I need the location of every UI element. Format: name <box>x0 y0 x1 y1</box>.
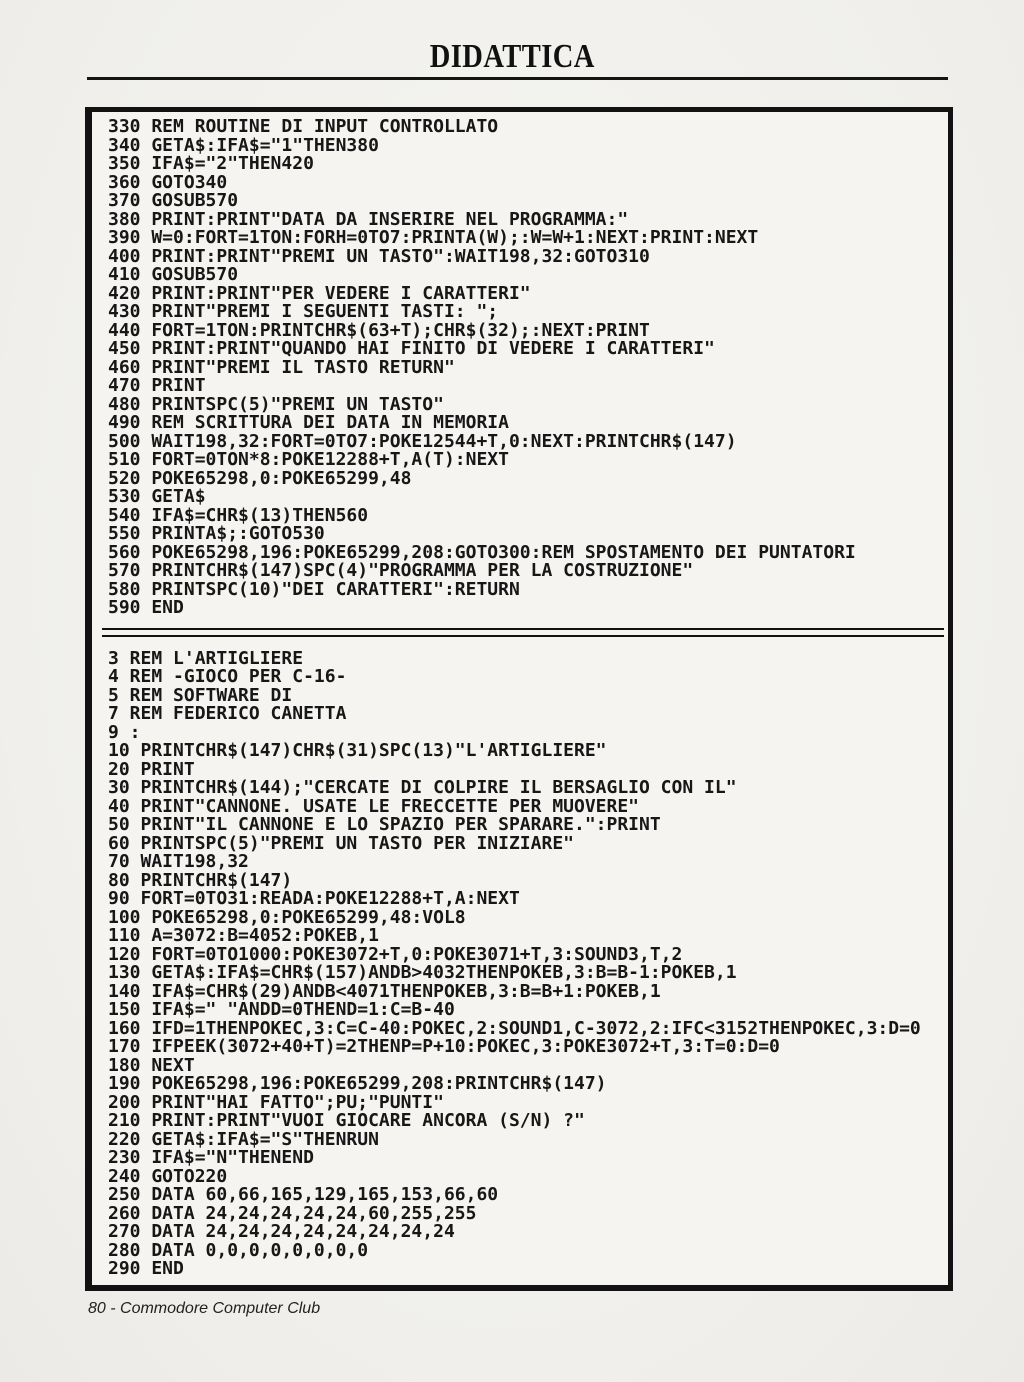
code-line: 120 FORT=0TO1000:POKE3072+T,0:POKE3071+T,3:SOUND3,T,2 <box>108 945 683 964</box>
code-line: 330 REM ROUTINE DI INPUT CONTROLLATO <box>108 118 499 137</box>
code-line: 60 PRINTSPC(5)"PREMI UN TASTO PER INIZIARE" <box>108 834 574 853</box>
code-line: 260 DATA 24,24,24,24,24,60,255,255 <box>108 1204 477 1223</box>
code-line: 530 GETA$ <box>108 488 206 507</box>
code-line: 150 IFA$=" "ANDD=0THEND=1:C=B-40 <box>108 1001 455 1020</box>
code-line: 510 FORT=0TON*8:POKE12288+T,A(T):NEXT <box>108 451 509 470</box>
code-line: 500 WAIT198,32:FORT=0TO7:POKE12544+T,0:NEXT:PRINTCHR$(147) <box>108 432 737 451</box>
code-line: 370 GOSUB570 <box>108 192 239 211</box>
code-line: 520 POKE65298,0:POKE65299,48 <box>108 469 412 488</box>
code-line: 550 PRINTA$;:GOTO530 <box>108 525 325 544</box>
code-line: 240 GOTO220 <box>108 1167 228 1186</box>
code-line: 170 IFPEEK(3072+40+T)=2THENP=P+10:POKEC,3:POKE3072+T,3:T=0:D=0 <box>108 1038 780 1057</box>
code-line: 5 REM SOFTWARE DI <box>108 686 293 705</box>
page-header <box>0 38 1024 76</box>
code-line: 590 END <box>108 599 184 618</box>
code-line: 430 PRINT"PREMI I SEGUENTI TASTI: "; <box>108 303 499 322</box>
code-line: 570 PRINTCHR$(147)SPC(4)"PROGRAMMA PER LA COSTRUZIONE" <box>108 562 694 581</box>
code-line: 180 NEXT <box>108 1056 195 1075</box>
code-line: 210 PRINT:PRINT"VUOI GIOCARE ANCORA (S/N) ?" <box>108 1112 585 1131</box>
code-line: 250 DATA 60,66,165,129,165,153,66,60 <box>108 1186 499 1205</box>
code-line: 7 REM FEDERICO CANETTA <box>108 705 347 724</box>
code-line: 540 IFA$=CHR$(13)THEN560 <box>108 506 369 525</box>
code-line: 20 PRINT <box>108 760 195 779</box>
code-line: 80 PRINTCHR$(147) <box>108 871 293 890</box>
code-line: 350 IFA$="2"THEN420 <box>108 155 314 174</box>
code-line: 90 FORT=0TO31:READA:POKE12288+T,A:NEXT <box>108 890 520 909</box>
listing-separator <box>102 628 944 637</box>
code-line: 440 FORT=1TON:PRINTCHR$(63+T);CHR$(32);:NEXT:PRINT <box>108 321 650 340</box>
code-line: 380 PRINT:PRINT"DATA DA INSERIRE NEL PROGRAMMA:" <box>108 210 629 229</box>
code-line: 460 PRINT"PREMI IL TASTO RETURN" <box>108 358 455 377</box>
code-listing-box <box>85 107 953 1291</box>
code-line: 470 PRINT <box>108 377 206 396</box>
code-line: 390 W=0:FORT=1TON:FORH=0TO7:PRINTA(W);:W=W+1:NEXT:PRINT:NEXT <box>108 229 759 248</box>
code-line: 410 GOSUB570 <box>108 266 239 285</box>
code-line: 450 PRINT:PRINT"QUANDO HAI FINITO DI VEDERE I CARATTERI" <box>108 340 715 359</box>
code-line: 200 PRINT"HAI FATTO";PU;"PUNTI" <box>108 1093 444 1112</box>
code-line: 160 IFD=1THENPOKEC,3:C=C-40:POKEC,2:SOUND1,C-3072,2:IFC<3152THENPOKEC,3:D=0 <box>108 1019 921 1038</box>
code-line: 270 DATA 24,24,24,24,24,24,24,24 <box>108 1223 455 1242</box>
code-line: 420 PRINT:PRINT"PER VEDERE I CARATTERI" <box>108 284 531 303</box>
code-line: 130 GETA$:IFA$=CHR$(157)ANDB>4032THENPOKEB,3:B=B-1:POKEB,1 <box>108 964 737 983</box>
code-line: 360 GOTO340 <box>108 173 228 192</box>
code-line: 9 : <box>108 723 141 742</box>
code-line: 100 POKE65298,0:POKE65299,48:VOL8 <box>108 908 466 927</box>
code-line: 4 REM -GIOCO PER C-16- <box>108 668 347 687</box>
code-line: 290 END <box>108 1260 184 1279</box>
code-line: 340 GETA$:IFA$="1"THEN380 <box>108 136 379 155</box>
code-line: 50 PRINT"IL CANNONE E LO SPAZIO PER SPARARE.":PRINT <box>108 816 661 835</box>
header-rule <box>87 77 948 80</box>
code-line: 10 PRINTCHR$(147)CHR$(31)SPC(13)"L'ARTIGLIERE" <box>108 742 607 761</box>
code-line: 280 DATA 0,0,0,0,0,0,0,0 <box>108 1241 369 1260</box>
code-line: 220 GETA$:IFA$="S"THENRUN <box>108 1130 379 1149</box>
code-line: 70 WAIT198,32 <box>108 853 249 872</box>
code-line: 490 REM SCRITTURA DEI DATA IN MEMORIA <box>108 414 509 433</box>
code-line: 560 POKE65298,196:POKE65299,208:GOTO300:REM SPOSTAMENTO DEI PUNTATORI <box>108 543 856 562</box>
code-listing-1 <box>108 118 946 618</box>
code-line: 480 PRINTSPC(5)"PREMI UN TASTO" <box>108 395 444 414</box>
page-title: DIDATTICA <box>429 38 595 75</box>
code-line: 140 IFA$=CHR$(29)ANDB<4071THENPOKEB,3:B=B+1:POKEB,1 <box>108 982 661 1001</box>
code-line: 110 A=3072:B=4052:POKEB,1 <box>108 927 379 946</box>
code-line: 230 IFA$="N"THENEND <box>108 1149 314 1168</box>
code-listing-2 <box>108 650 946 1279</box>
code-line: 40 PRINT"CANNONE. USATE LE FRECCETTE PER MUOVERE" <box>108 797 640 816</box>
code-line: 30 PRINTCHR$(144);"CERCATE DI COLPIRE IL BERSAGLIO CON IL" <box>108 779 737 798</box>
page-footer: 80 - Commodore Computer Club <box>88 1300 321 1317</box>
code-line: 3 REM L'ARTIGLIERE <box>108 649 304 668</box>
code-line: 190 POKE65298,196:POKE65299,208:PRINTCHR$(147) <box>108 1075 607 1094</box>
code-line: 400 PRINT:PRINT"PREMI UN TASTO":WAIT198,32:GOTO310 <box>108 247 650 266</box>
code-line: 580 PRINTSPC(10)"DEI CARATTERI":RETURN <box>108 580 520 599</box>
